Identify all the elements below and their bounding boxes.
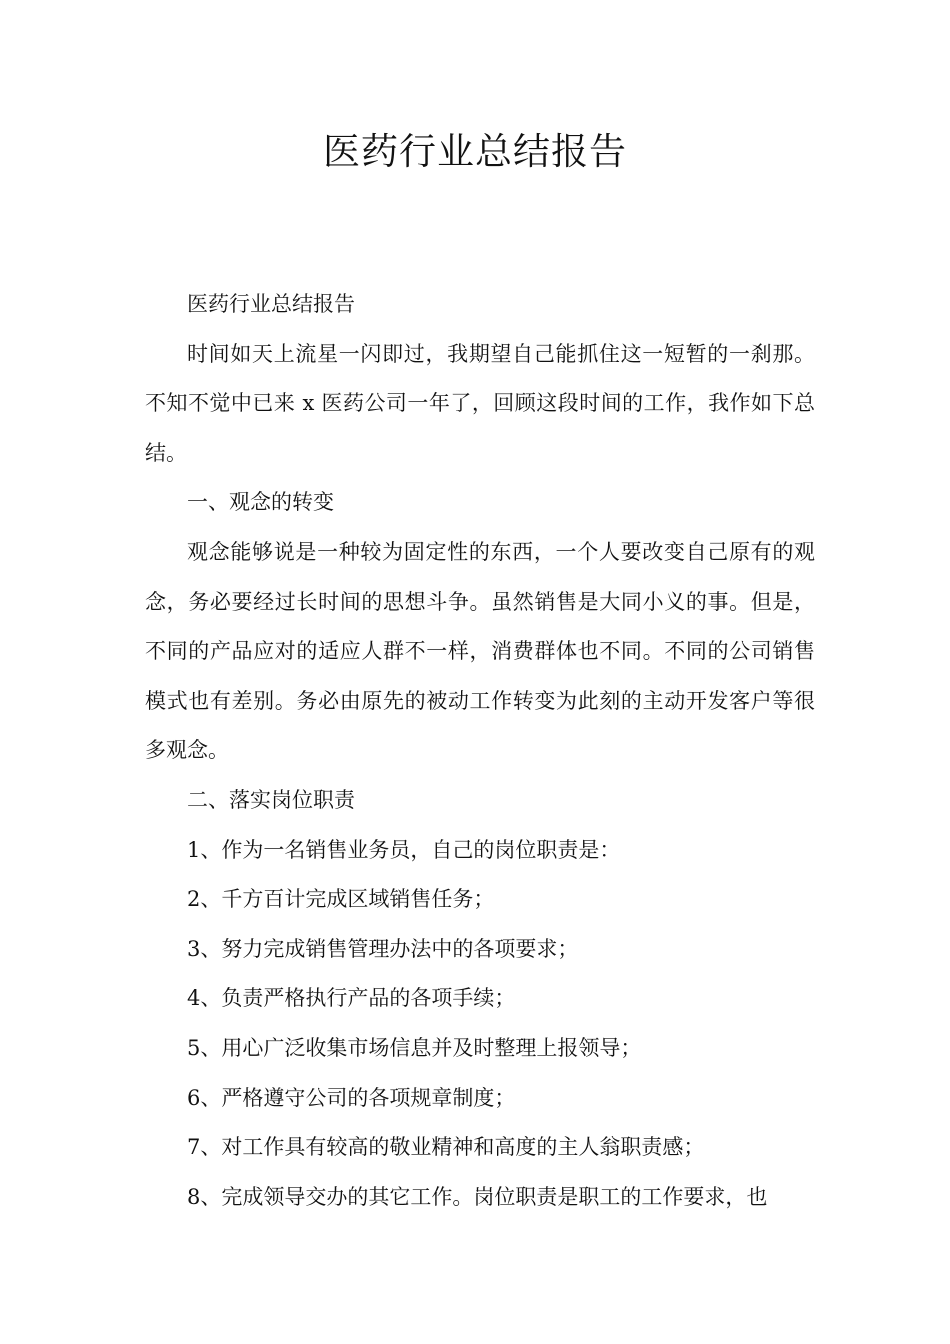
document-body: [145, 280, 815, 1222]
list-item-3: 3、努力完成销售管理办法中的各项要求；: [187, 936, 579, 961]
paragraph-intro: 时间如天上流星一闪即过，我期望自己能抓住这一短暂的一刹那。不知不觉中已来 x 医药公司一年了，回顾这段时间的工作，我作如下总结。: [145, 341, 815, 465]
document-title: 医药行业总结报告: [323, 130, 627, 173]
paragraph-concept: 观念能够说是一种较为固定性的东西，一个人要改变自己原有的观念，务必要经过长时间的思想斗争。虽然销售是大同小义的事。但是，不同的产品应对的适应人群不一样，消费群体也不同。不同的公司销售模式也有差别。务必由原先的被动工作转变为此刻的主动开发客户等很多观念。: [145, 539, 815, 763]
list-item-6: 6、严格遵守公司的各项规章制度；: [187, 1085, 516, 1110]
list-item-1: 1、作为一名销售业务员，自己的岗位职责是：: [187, 837, 621, 862]
list-item-8: 8、完成领导交办的其它工作。岗位职责是职工的工作要求，也: [187, 1184, 768, 1209]
list-item-2: 2、千方百计完成区域销售任务；: [187, 887, 495, 912]
list-item-5: 5、用心广泛收集市场信息并及时整理上报领导；: [187, 1035, 642, 1060]
section-heading-2: 二、落实岗位职责: [187, 787, 355, 812]
list-item-4: 4、负责严格执行产品的各项手续；: [187, 986, 516, 1011]
section-heading-1: 一、观念的转变: [187, 490, 334, 515]
paragraph-heading: 医药行业总结报告: [187, 292, 355, 316]
list-item-7: 7、对工作具有较高的敬业精神和高度的主人翁职责感；: [187, 1135, 705, 1160]
